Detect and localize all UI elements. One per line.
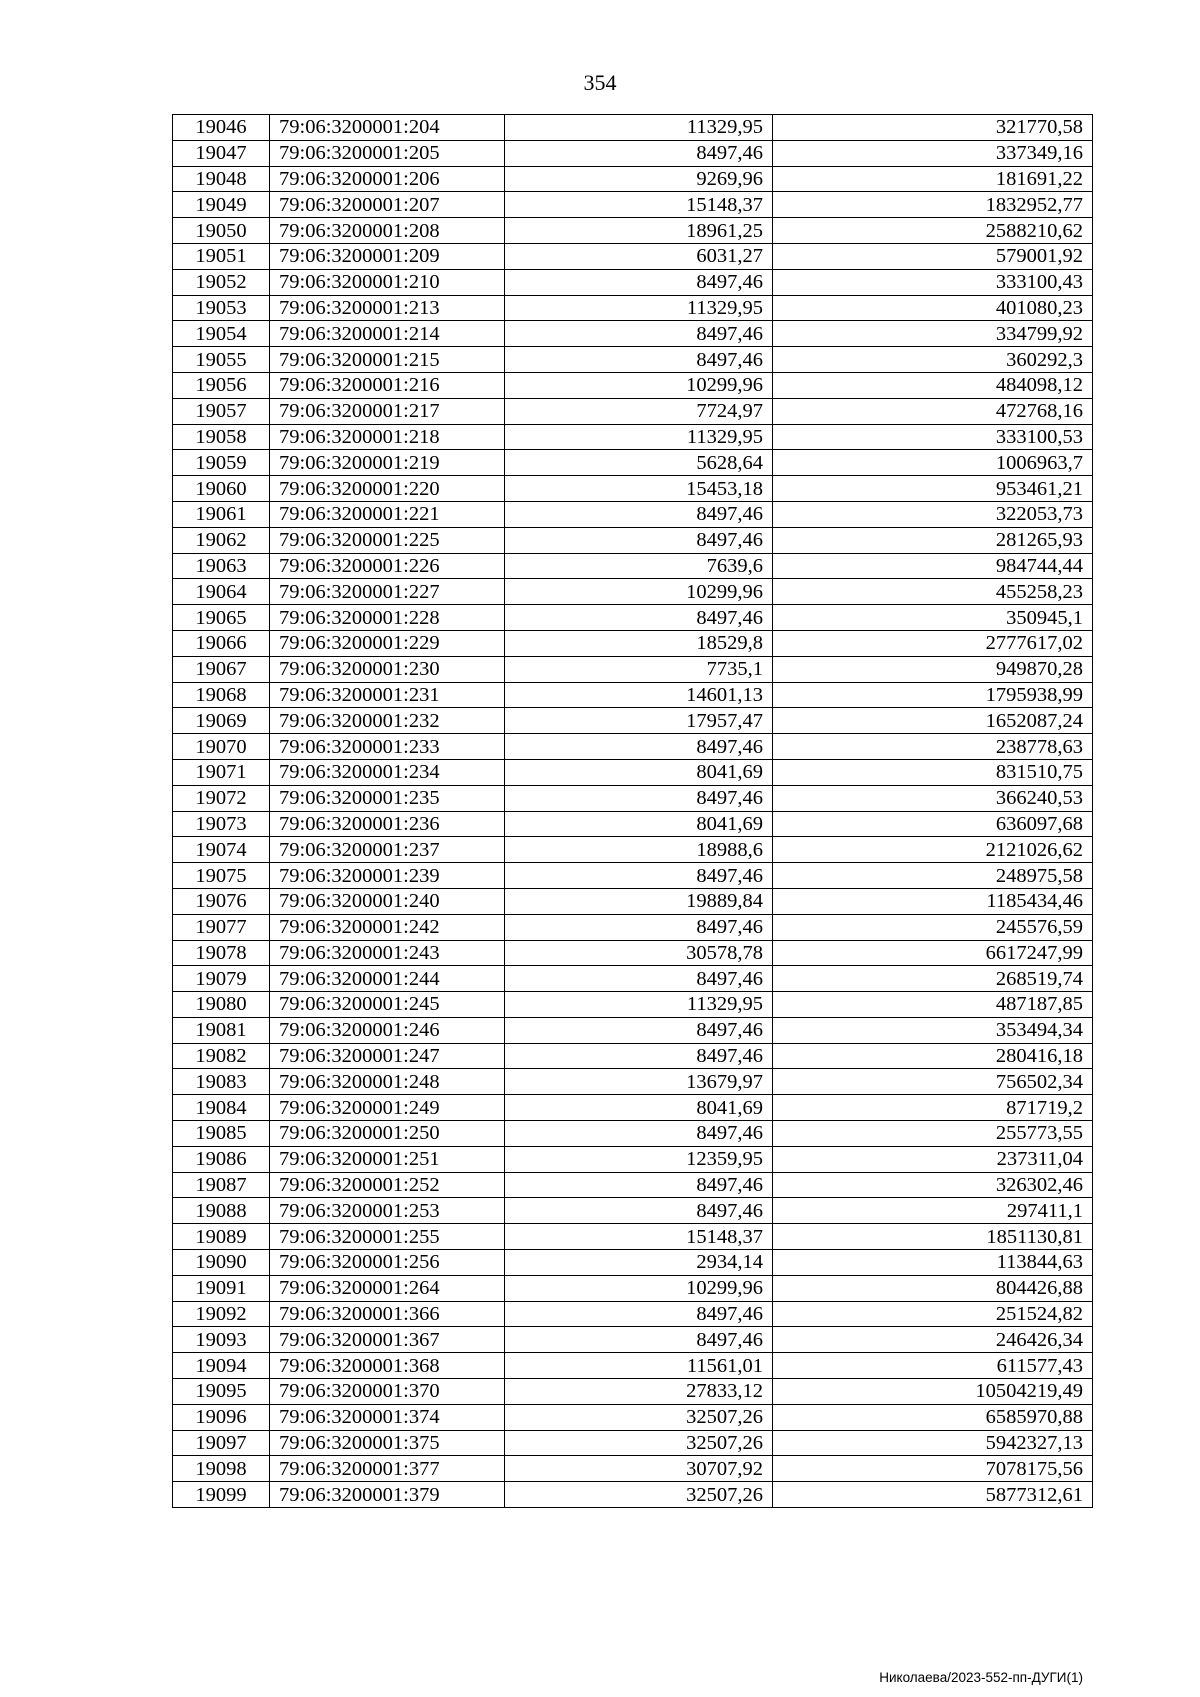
area-cell: 13679,97	[505, 1069, 773, 1095]
cadastral-number-cell: 79:06:3200001:247	[270, 1043, 505, 1069]
area-cell: 8497,46	[505, 321, 773, 347]
row-number-cell: 19058	[173, 424, 270, 450]
table-row	[173, 992, 1093, 1018]
cadastral-number-cell: 79:06:3200001:377	[270, 1456, 505, 1482]
table-row	[173, 424, 1093, 450]
table-row	[173, 708, 1093, 734]
area-cell: 8497,46	[505, 734, 773, 760]
cadastral-number-cell: 79:06:3200001:251	[270, 1146, 505, 1172]
cadastral-value-cell: 255773,55	[773, 1121, 1093, 1147]
table-row	[173, 115, 1093, 141]
cadastral-number-cell: 79:06:3200001:210	[270, 269, 505, 295]
cadastral-value-cell: 487187,85	[773, 992, 1093, 1018]
area-cell: 7639,6	[505, 553, 773, 579]
cadastral-number-cell: 79:06:3200001:209	[270, 243, 505, 269]
cadastral-number-cell: 79:06:3200001:219	[270, 450, 505, 476]
row-number-cell: 19070	[173, 734, 270, 760]
area-cell: 15148,37	[505, 192, 773, 218]
area-cell: 8497,46	[505, 863, 773, 889]
table-row	[173, 347, 1093, 373]
row-number-cell: 19064	[173, 579, 270, 605]
cadastral-number-cell: 79:06:3200001:230	[270, 656, 505, 682]
row-number-cell: 19069	[173, 708, 270, 734]
table-row	[173, 1146, 1093, 1172]
cadastral-number-cell: 79:06:3200001:204	[270, 115, 505, 141]
table-row	[173, 218, 1093, 244]
table-row	[173, 914, 1093, 940]
cadastral-value-cell: 181691,22	[773, 166, 1093, 192]
document-footer-id: Николаева/2023-552-пп-ДУГИ(1)	[879, 1670, 1083, 1685]
cadastral-value-cell: 326302,46	[773, 1172, 1093, 1198]
table-row	[173, 372, 1093, 398]
table-row	[173, 1379, 1093, 1405]
cadastral-value-cell: 984744,44	[773, 553, 1093, 579]
area-cell: 30578,78	[505, 940, 773, 966]
table-row	[173, 1327, 1093, 1353]
table-row	[173, 863, 1093, 889]
table-row	[173, 1069, 1093, 1095]
table-row	[173, 476, 1093, 502]
row-number-cell: 19066	[173, 630, 270, 656]
row-number-cell: 19080	[173, 992, 270, 1018]
area-cell: 8497,46	[505, 1301, 773, 1327]
area-cell: 30707,92	[505, 1456, 773, 1482]
table-row	[173, 1043, 1093, 1069]
cadastral-number-cell: 79:06:3200001:239	[270, 863, 505, 889]
cadastral-number-cell: 79:06:3200001:214	[270, 321, 505, 347]
row-number-cell: 19081	[173, 1017, 270, 1043]
cadastral-number-cell: 79:06:3200001:379	[270, 1482, 505, 1508]
area-cell: 8497,46	[505, 269, 773, 295]
table-row	[173, 295, 1093, 321]
cadastral-value-cell: 2777617,02	[773, 630, 1093, 656]
area-cell: 8041,69	[505, 759, 773, 785]
area-cell: 11329,95	[505, 115, 773, 141]
row-number-cell: 19073	[173, 811, 270, 837]
table-row	[173, 1095, 1093, 1121]
row-number-cell: 19091	[173, 1275, 270, 1301]
cadastral-value-cell: 5877312,61	[773, 1482, 1093, 1508]
cadastral-value-cell: 251524,82	[773, 1301, 1093, 1327]
cadastral-value-cell: 248975,58	[773, 863, 1093, 889]
cadastral-value-cell: 949870,28	[773, 656, 1093, 682]
cadastral-number-cell: 79:06:3200001:256	[270, 1250, 505, 1276]
table-row	[173, 501, 1093, 527]
cadastral-value-cell: 322053,73	[773, 501, 1093, 527]
cadastral-number-cell: 79:06:3200001:228	[270, 605, 505, 631]
area-cell: 8041,69	[505, 811, 773, 837]
cadastral-number-cell: 79:06:3200001:225	[270, 527, 505, 553]
cadastral-value-cell: 5942327,13	[773, 1430, 1093, 1456]
cadastral-number-cell: 79:06:3200001:370	[270, 1379, 505, 1405]
area-cell: 8497,46	[505, 527, 773, 553]
cadastral-value-cell: 7078175,56	[773, 1456, 1093, 1482]
cadastral-number-cell: 79:06:3200001:231	[270, 682, 505, 708]
cadastral-value-cell: 246426,34	[773, 1327, 1093, 1353]
row-number-cell: 19078	[173, 940, 270, 966]
cadastral-value-cell: 1652087,24	[773, 708, 1093, 734]
cadastral-number-cell: 79:06:3200001:226	[270, 553, 505, 579]
cadastral-value-cell: 831510,75	[773, 759, 1093, 785]
area-cell: 10299,96	[505, 1275, 773, 1301]
area-cell: 8497,46	[505, 140, 773, 166]
table-body	[173, 115, 1093, 1508]
row-number-cell: 19085	[173, 1121, 270, 1147]
row-number-cell: 19089	[173, 1224, 270, 1250]
row-number-cell: 19086	[173, 1146, 270, 1172]
row-number-cell: 19049	[173, 192, 270, 218]
cadastral-value-cell: 113844,63	[773, 1250, 1093, 1276]
area-cell: 32507,26	[505, 1430, 773, 1456]
cadastral-value-cell: 2588210,62	[773, 218, 1093, 244]
row-number-cell: 19055	[173, 347, 270, 373]
area-cell: 14601,13	[505, 682, 773, 708]
cadastral-number-cell: 79:06:3200001:235	[270, 785, 505, 811]
area-cell: 11329,95	[505, 295, 773, 321]
table-row	[173, 811, 1093, 837]
table-row	[173, 630, 1093, 656]
cadastral-value-cell: 1851130,81	[773, 1224, 1093, 1250]
cadastral-number-cell: 79:06:3200001:206	[270, 166, 505, 192]
cadastral-value-cell: 953461,21	[773, 476, 1093, 502]
cadastral-value-cell: 1185434,46	[773, 888, 1093, 914]
cadastral-value-cell: 6617247,99	[773, 940, 1093, 966]
table-row	[173, 759, 1093, 785]
area-cell: 9269,96	[505, 166, 773, 192]
cadastral-value-cell: 333100,53	[773, 424, 1093, 450]
table-row	[173, 1456, 1093, 1482]
cadastral-value-cell: 401080,23	[773, 295, 1093, 321]
table-row	[173, 1224, 1093, 1250]
table-row	[173, 553, 1093, 579]
cadastral-value-cell: 337349,16	[773, 140, 1093, 166]
row-number-cell: 19094	[173, 1353, 270, 1379]
cadastral-value-cell: 268519,74	[773, 966, 1093, 992]
table-row	[173, 579, 1093, 605]
table-row	[173, 1404, 1093, 1430]
table-row	[173, 243, 1093, 269]
cadastral-number-cell: 79:06:3200001:366	[270, 1301, 505, 1327]
area-cell: 12359,95	[505, 1146, 773, 1172]
area-cell: 11329,95	[505, 424, 773, 450]
row-number-cell: 19059	[173, 450, 270, 476]
area-cell: 15453,18	[505, 476, 773, 502]
cadastral-value-cell: 1795938,99	[773, 682, 1093, 708]
row-number-cell: 19093	[173, 1327, 270, 1353]
cadastral-number-cell: 79:06:3200001:240	[270, 888, 505, 914]
table-row	[173, 1430, 1093, 1456]
cadastral-value-cell: 366240,53	[773, 785, 1093, 811]
cadastral-value-cell: 579001,92	[773, 243, 1093, 269]
row-number-cell: 19083	[173, 1069, 270, 1095]
row-number-cell: 19050	[173, 218, 270, 244]
cadastral-number-cell: 79:06:3200001:213	[270, 295, 505, 321]
area-cell: 18961,25	[505, 218, 773, 244]
table-row	[173, 940, 1093, 966]
table-row	[173, 398, 1093, 424]
cadastral-value-cell: 611577,43	[773, 1353, 1093, 1379]
row-number-cell: 19051	[173, 243, 270, 269]
row-number-cell: 19057	[173, 398, 270, 424]
cadastral-number-cell: 79:06:3200001:232	[270, 708, 505, 734]
cadastral-number-cell: 79:06:3200001:229	[270, 630, 505, 656]
row-number-cell: 19048	[173, 166, 270, 192]
cadastral-number-cell: 79:06:3200001:375	[270, 1430, 505, 1456]
cadastral-value-cell: 333100,43	[773, 269, 1093, 295]
row-number-cell: 19063	[173, 553, 270, 579]
cadastral-number-cell: 79:06:3200001:220	[270, 476, 505, 502]
cadastral-value-cell: 756502,34	[773, 1069, 1093, 1095]
cadastral-value-cell: 360292,3	[773, 347, 1093, 373]
area-cell: 5628,64	[505, 450, 773, 476]
cadastral-table	[172, 114, 1093, 1508]
row-number-cell: 19074	[173, 837, 270, 863]
area-cell: 10299,96	[505, 579, 773, 605]
row-number-cell: 19088	[173, 1198, 270, 1224]
area-cell: 7724,97	[505, 398, 773, 424]
row-number-cell: 19065	[173, 605, 270, 631]
area-cell: 2934,14	[505, 1250, 773, 1276]
row-number-cell: 19090	[173, 1250, 270, 1276]
area-cell: 11329,95	[505, 992, 773, 1018]
cadastral-value-cell: 281265,93	[773, 527, 1093, 553]
area-cell: 8497,46	[505, 785, 773, 811]
table-row	[173, 837, 1093, 863]
area-cell: 8497,46	[505, 501, 773, 527]
table-row	[173, 1198, 1093, 1224]
area-cell: 8497,46	[505, 605, 773, 631]
row-number-cell: 19077	[173, 914, 270, 940]
row-number-cell: 19079	[173, 966, 270, 992]
cadastral-number-cell: 79:06:3200001:252	[270, 1172, 505, 1198]
row-number-cell: 19096	[173, 1404, 270, 1430]
cadastral-value-cell: 238778,63	[773, 734, 1093, 760]
area-cell: 17957,47	[505, 708, 773, 734]
table-row	[173, 1172, 1093, 1198]
table-row	[173, 734, 1093, 760]
area-cell: 8497,46	[505, 347, 773, 373]
cadastral-value-cell: 472768,16	[773, 398, 1093, 424]
table-row	[173, 450, 1093, 476]
cadastral-number-cell: 79:06:3200001:249	[270, 1095, 505, 1121]
row-number-cell: 19076	[173, 888, 270, 914]
row-number-cell: 19056	[173, 372, 270, 398]
cadastral-number-cell: 79:06:3200001:367	[270, 1327, 505, 1353]
table-row	[173, 1482, 1093, 1508]
table-row	[173, 966, 1093, 992]
cadastral-value-cell: 1006963,7	[773, 450, 1093, 476]
cadastral-number-cell: 79:06:3200001:207	[270, 192, 505, 218]
row-number-cell: 19046	[173, 115, 270, 141]
cadastral-value-cell: 455258,23	[773, 579, 1093, 605]
table-row	[173, 140, 1093, 166]
cadastral-value-cell: 350945,1	[773, 605, 1093, 631]
row-number-cell: 19052	[173, 269, 270, 295]
area-cell: 8497,46	[505, 1017, 773, 1043]
table-row	[173, 682, 1093, 708]
cadastral-number-cell: 79:06:3200001:208	[270, 218, 505, 244]
cadastral-number-cell: 79:06:3200001:216	[270, 372, 505, 398]
cadastral-value-cell: 353494,34	[773, 1017, 1093, 1043]
row-number-cell: 19068	[173, 682, 270, 708]
cadastral-value-cell: 237311,04	[773, 1146, 1093, 1172]
table-row	[173, 888, 1093, 914]
cadastral-number-cell: 79:06:3200001:368	[270, 1353, 505, 1379]
row-number-cell: 19061	[173, 501, 270, 527]
cadastral-value-cell: 6585970,88	[773, 1404, 1093, 1430]
cadastral-number-cell: 79:06:3200001:243	[270, 940, 505, 966]
table-row	[173, 321, 1093, 347]
row-number-cell: 19067	[173, 656, 270, 682]
table-row	[173, 785, 1093, 811]
cadastral-number-cell: 79:06:3200001:215	[270, 347, 505, 373]
cadastral-number-cell: 79:06:3200001:221	[270, 501, 505, 527]
cadastral-number-cell: 79:06:3200001:236	[270, 811, 505, 837]
cadastral-value-cell: 10504219,49	[773, 1379, 1093, 1405]
area-cell: 8497,46	[505, 914, 773, 940]
row-number-cell: 19095	[173, 1379, 270, 1405]
table-row	[173, 656, 1093, 682]
cadastral-number-cell: 79:06:3200001:237	[270, 837, 505, 863]
area-cell: 27833,12	[505, 1379, 773, 1405]
row-number-cell: 19075	[173, 863, 270, 889]
area-cell: 6031,27	[505, 243, 773, 269]
cadastral-number-cell: 79:06:3200001:244	[270, 966, 505, 992]
cadastral-value-cell: 636097,68	[773, 811, 1093, 837]
table-row	[173, 605, 1093, 631]
area-cell: 32507,26	[505, 1482, 773, 1508]
cadastral-number-cell: 79:06:3200001:246	[270, 1017, 505, 1043]
cadastral-number-cell: 79:06:3200001:218	[270, 424, 505, 450]
row-number-cell: 19092	[173, 1301, 270, 1327]
table-row	[173, 1250, 1093, 1276]
row-number-cell: 19062	[173, 527, 270, 553]
row-number-cell: 19099	[173, 1482, 270, 1508]
area-cell: 19889,84	[505, 888, 773, 914]
page-number: 354	[583, 70, 617, 95]
cadastral-number-cell: 79:06:3200001:245	[270, 992, 505, 1018]
row-number-cell: 19082	[173, 1043, 270, 1069]
area-cell: 18529,8	[505, 630, 773, 656]
area-cell: 11561,01	[505, 1353, 773, 1379]
row-number-cell: 19087	[173, 1172, 270, 1198]
table-row	[173, 1017, 1093, 1043]
row-number-cell: 19053	[173, 295, 270, 321]
area-cell: 8497,46	[505, 1043, 773, 1069]
cadastral-value-cell: 297411,1	[773, 1198, 1093, 1224]
cadastral-value-cell: 1832952,77	[773, 192, 1093, 218]
cadastral-number-cell: 79:06:3200001:227	[270, 579, 505, 605]
cadastral-value-cell: 871719,2	[773, 1095, 1093, 1121]
area-cell: 15148,37	[505, 1224, 773, 1250]
area-cell: 8497,46	[505, 1121, 773, 1147]
row-number-cell: 19071	[173, 759, 270, 785]
cadastral-value-cell: 334799,92	[773, 321, 1093, 347]
table-row	[173, 1275, 1093, 1301]
row-number-cell: 19054	[173, 321, 270, 347]
cadastral-number-cell: 79:06:3200001:374	[270, 1404, 505, 1430]
cadastral-value-cell: 280416,18	[773, 1043, 1093, 1069]
cadastral-number-cell: 79:06:3200001:242	[270, 914, 505, 940]
cadastral-value-cell: 2121026,62	[773, 837, 1093, 863]
row-number-cell: 19060	[173, 476, 270, 502]
cadastral-number-cell: 79:06:3200001:255	[270, 1224, 505, 1250]
area-cell: 18988,6	[505, 837, 773, 863]
row-number-cell: 19072	[173, 785, 270, 811]
area-cell: 8497,46	[505, 1327, 773, 1353]
table-row	[173, 269, 1093, 295]
cadastral-value-cell: 484098,12	[773, 372, 1093, 398]
table-row	[173, 527, 1093, 553]
cadastral-number-cell: 79:06:3200001:233	[270, 734, 505, 760]
table-row	[173, 1301, 1093, 1327]
area-cell: 8041,69	[505, 1095, 773, 1121]
row-number-cell: 19047	[173, 140, 270, 166]
cadastral-number-cell: 79:06:3200001:264	[270, 1275, 505, 1301]
area-cell: 7735,1	[505, 656, 773, 682]
table-row	[173, 166, 1093, 192]
area-cell: 8497,46	[505, 966, 773, 992]
area-cell: 32507,26	[505, 1404, 773, 1430]
cadastral-number-cell: 79:06:3200001:205	[270, 140, 505, 166]
area-cell: 10299,96	[505, 372, 773, 398]
table-row	[173, 1353, 1093, 1379]
cadastral-number-cell: 79:06:3200001:253	[270, 1198, 505, 1224]
row-number-cell: 19098	[173, 1456, 270, 1482]
row-number-cell: 19097	[173, 1430, 270, 1456]
row-number-cell: 19084	[173, 1095, 270, 1121]
cadastral-value-cell: 245576,59	[773, 914, 1093, 940]
cadastral-value-cell: 321770,58	[773, 115, 1093, 141]
cadastral-number-cell: 79:06:3200001:217	[270, 398, 505, 424]
table-row	[173, 1121, 1093, 1147]
cadastral-number-cell: 79:06:3200001:250	[270, 1121, 505, 1147]
area-cell: 8497,46	[505, 1198, 773, 1224]
area-cell: 8497,46	[505, 1172, 773, 1198]
table-row	[173, 192, 1093, 218]
cadastral-value-cell: 804426,88	[773, 1275, 1093, 1301]
cadastral-number-cell: 79:06:3200001:234	[270, 759, 505, 785]
cadastral-number-cell: 79:06:3200001:248	[270, 1069, 505, 1095]
